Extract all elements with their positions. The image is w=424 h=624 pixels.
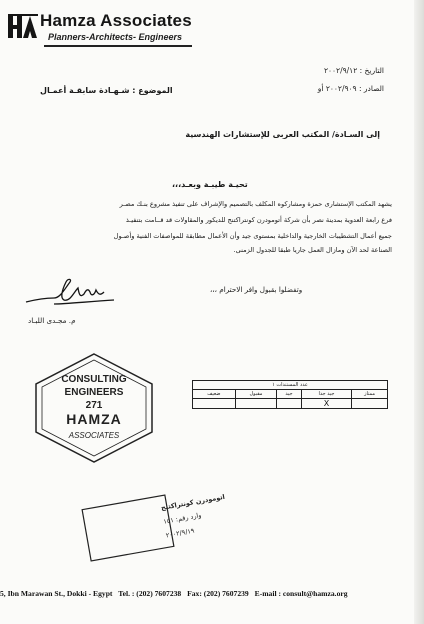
stamp-line: ENGINEERS [64,387,124,398]
letter-reference: الصادر : ٢٠٠٢/٩٠٩ أو [317,84,384,93]
letter-greeting: تحيـة طيبـة وبعـد،،، [172,180,248,189]
consulting-engineers-stamp [30,352,158,464]
rating-header: ضعيف [193,390,236,399]
rating-header: مقبول [235,390,277,399]
hamza-logo-icon [8,14,38,38]
rating-cell [193,399,236,409]
brand-tagline: Planners-Architects- Engineers [48,32,183,42]
paragraph-line: جميع أعمال التشطيبات الخارجية والداخلية بمستوى جيد وأن الأعمال مطابقة للمواصفات الفنية وأصـول [113,232,392,240]
letter-recipient: إلى السـادة/ المكتب العربى للإستشارات الهندسية [185,130,380,139]
header-divider [44,45,192,47]
receipt-line: اتومودرن كونتراكتنج [160,492,226,512]
footer-address: 5, Ibn Marawan St., Dokki - Egypt [0,589,113,598]
receipt-line: ٢٠٠٢/٩/١٩ [165,526,195,540]
rating-header: جيد [277,390,302,399]
stamp-line: HAMZA [66,411,122,427]
signature-icon [24,276,120,312]
rating-header: جيد جدا [301,390,351,399]
letter-subject: الموضوع : شـهـادة سابقـة أعمـال [40,86,173,95]
rating-header: ممتاز [352,390,388,399]
footer-tel: Tel. : (202) 7607238 [118,589,182,598]
page-edge-shadow [414,0,424,624]
rating-table [192,380,388,409]
brand-name: Hamza Associates [40,11,192,30]
rating-cell [352,399,388,409]
receipt-line: وارد رقم: ١٥١ [162,511,202,526]
signer-name: م. مجـدى اللبـاد [28,316,76,325]
rating-cell-marked: X [301,399,351,409]
footer-fax: Fax: (202) 7607239 [187,589,249,598]
stamp-line: CONSULTING [61,374,127,385]
rating-cell [235,399,277,409]
receipt-stamp [84,492,226,556]
rating-table-title: عدد المستندات ١ [193,381,388,390]
paragraph-line: يشهد المكتب الإستشارى حمزة ومشاركوه المكلف بالتصميم والإشراف على تنفيذ مشروع بنـك مصـر [119,200,392,208]
stamp-line: 271 [85,400,103,411]
rating-cell [277,399,302,409]
paragraph-line: الصناعة لحد الآن ومازال العمل جاريا طبقا للجدول الزمنى. [233,246,392,254]
stamp-line: ASSOCIATES [68,431,120,440]
letter-footer [0,589,396,598]
letter-date: التاريخ : ٢٠٠٢/٩/١٢ [323,66,384,75]
paragraph-line: فرع رابعة العدوية بمدينة نصر بأن شركة أتومودرن كونتراكتنج للديكور والمقاولات قد قــامت بتنفيـذ [125,216,392,224]
footer-email: E-mail : consult@hamza.org [254,589,348,598]
letter-closing: وتفضلوا بقبول وافر الاحترام ،،، [210,285,303,294]
